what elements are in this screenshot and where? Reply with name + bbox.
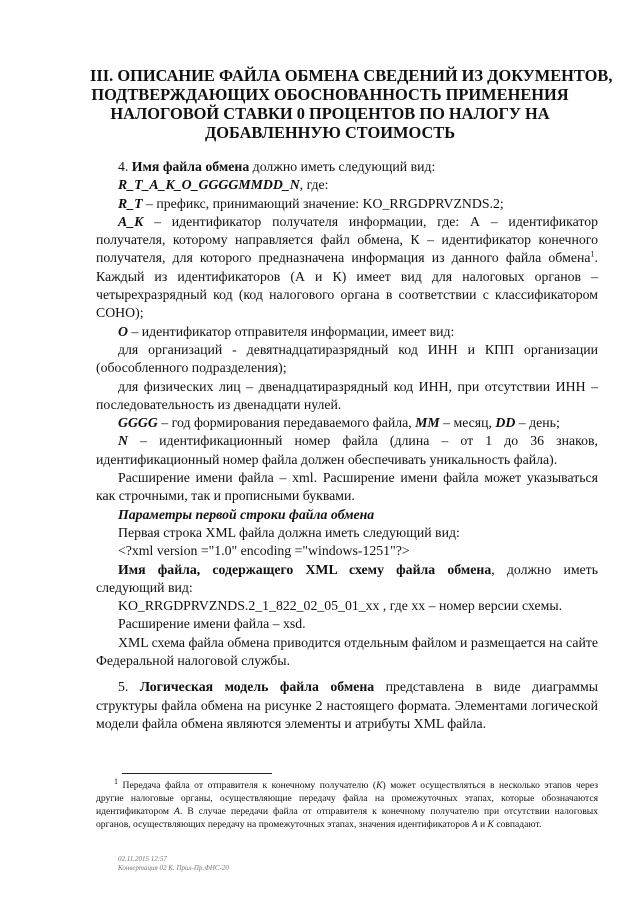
footnote-text: . В случае передачи файла от отправителя к конечному получателю при отсутствии налоговых органов, осуществляющих передачу на промежуточных этапах, значения идентификаторов (96, 806, 598, 831)
subheading-first-line-params: Параметры первой строки файла обмена (118, 506, 375, 522)
footnote-text: ) может осуществляться в несколько этапов через другие налоговые органы, осуществляющие передачу файла на промежуточных этапах, которые обозначаются идентификатором (96, 780, 598, 818)
footnote-term: К (376, 780, 383, 791)
stamp-line-1: 02.11.2015 12:57 (118, 855, 168, 863)
paragraph-individuals: для физических лиц – двенадцатиразрядный код ИНН, при отсутствии ИНН – последовательность из двенадцати нулей. (96, 378, 598, 412)
paragraph-recipient-id (96, 213, 598, 323)
paragraph-text: должно иметь следующий вид: (249, 159, 436, 174)
paragraph-prefix (96, 195, 598, 213)
stamp-line-2: Конвертация 02 К. Прил-Пр.ФНС-20 (118, 863, 229, 872)
paragraph-text: – идентификационный номер файла (длина – от 1 до 36 знаков, идентификационный номер файла должен обеспечивать уникальность файла). (96, 433, 598, 467)
footnote-text: совпадают. (493, 819, 542, 831)
term-schema-file-name: Имя файла, содержащего XML схему файла обмена (118, 561, 492, 577)
paragraph-text: . Каждый из идентификаторов (А и К) имеет вид для налоговых органов – четырехразрядный код (код налогового органа в соответствии с классификатором СОНО); (96, 250, 598, 321)
paragraph-text: – день; (515, 415, 560, 431)
term-file-name: Имя файла обмена (131, 159, 250, 174)
paragraph-pattern (96, 176, 598, 194)
file-name-pattern: R_T_A_K_O_GGGGMMDD_N (118, 177, 300, 193)
paragraph-extension: Расширение имени файла – xml. Расширение имени файла может указываться как строчными, так и прописными буквами. (96, 470, 598, 504)
footnote-term: К (487, 819, 494, 831)
paragraph-date-parts (96, 414, 598, 432)
paragraph-file-number (96, 432, 598, 469)
paragraph-file-name (96, 158, 598, 176)
paragraph-organizations: для организаций - девятнадцатиразрядный код ИНН и КПП организации (обособленного подразделения); (96, 341, 598, 376)
footnote-reference[interactable]: 1 (590, 249, 595, 259)
section-title (90, 66, 613, 142)
xml-declaration: <?xml version ="1.0" encoding ="windows-1251"?> (118, 543, 410, 559)
item-number: 5. (118, 679, 140, 695)
footnote-separator (122, 773, 272, 774)
footnote-text: Передача файла от отправителя к конечному получателю ( (118, 780, 377, 791)
term-recipient-id: A_K (118, 213, 144, 229)
term-sender-id: O (118, 323, 128, 339)
term-prefix: R_T (118, 195, 143, 211)
paragraph-text: представлена в виде диаграммы структуры файла обмена на рисунке 2 настоящего формата. Элементами логической модели файла обмена являются элементы и атрибуты XML файла. (96, 679, 598, 731)
document-stamp (118, 855, 318, 872)
paragraph-text: – месяц, (439, 415, 496, 431)
schema-file-name: KO_RRGDPRVZNDS.2_1_822_02_05_01_xx , где xx – номер версии схемы. (118, 598, 563, 614)
paragraph-text: , должно иметь следующий вид: (96, 561, 599, 595)
footnote-term: А (174, 806, 180, 818)
footnote (96, 776, 598, 831)
paragraph-sender-id (96, 323, 598, 341)
title-line-2: ПОДТВЕРЖДАЮЩИХ ОБОСНОВАННОСТЬ ПРИМЕНЕНИЯ (91, 85, 569, 104)
paragraph-first-line: Первая строка XML файла должна иметь следующий вид: (118, 524, 460, 540)
document-body (96, 158, 598, 733)
term-day: DD (495, 415, 516, 431)
paragraph-logical-model (96, 678, 598, 733)
term-month: MM (415, 415, 440, 431)
paragraph-text: – идентификатор отправителя информации, имеет вид: (127, 323, 455, 339)
term-file-number: N (118, 433, 128, 449)
paragraph-text: – префикс, принимающий значение: KO_RRGDPRVZNDS.2; (142, 195, 504, 211)
term-logical-model: Логическая модель файла обмена (139, 679, 375, 695)
title-line-1: III. ОПИСАНИЕ ФАЙЛА ОБМЕНА СВЕДЕНИЙ ИЗ ДОКУМЕНТОВ, (90, 66, 613, 85)
title-line-4: ДОБАВЛЕННУЮ СТОИМОСТЬ (204, 123, 456, 142)
paragraph-text: , где: (299, 177, 329, 193)
paragraph-text: – идентификатор получателя информации, где: А – идентификатор получателя, которому направляется файл обмена, К – идентификатор конечного получателя, для которого предназначена информация из данного файла обмена (96, 213, 598, 266)
section-gap (96, 670, 598, 678)
paragraph-text: – год формирования передаваемого файла, (157, 415, 416, 431)
paragraph-xsd-extension: Расширение имени файла – xsd. (118, 616, 306, 632)
term-year: GGGG (118, 415, 158, 431)
footnote-text: и (477, 819, 488, 831)
footnote-mark: 1 (114, 776, 118, 786)
paragraph-schema-name (96, 561, 598, 598)
footnote-term: А (471, 819, 478, 831)
item-number: 4. (118, 159, 132, 174)
title-line-3: НАЛОГОВОЙ СТАВКИ 0 ПРОЦЕНТОВ ПО НАЛОГУ НА (110, 104, 550, 123)
paragraph-schema-publish: XML схема файла обмена приводится отдельным файлом и размещается на сайте Федеральной налоговой службы. (96, 634, 598, 669)
